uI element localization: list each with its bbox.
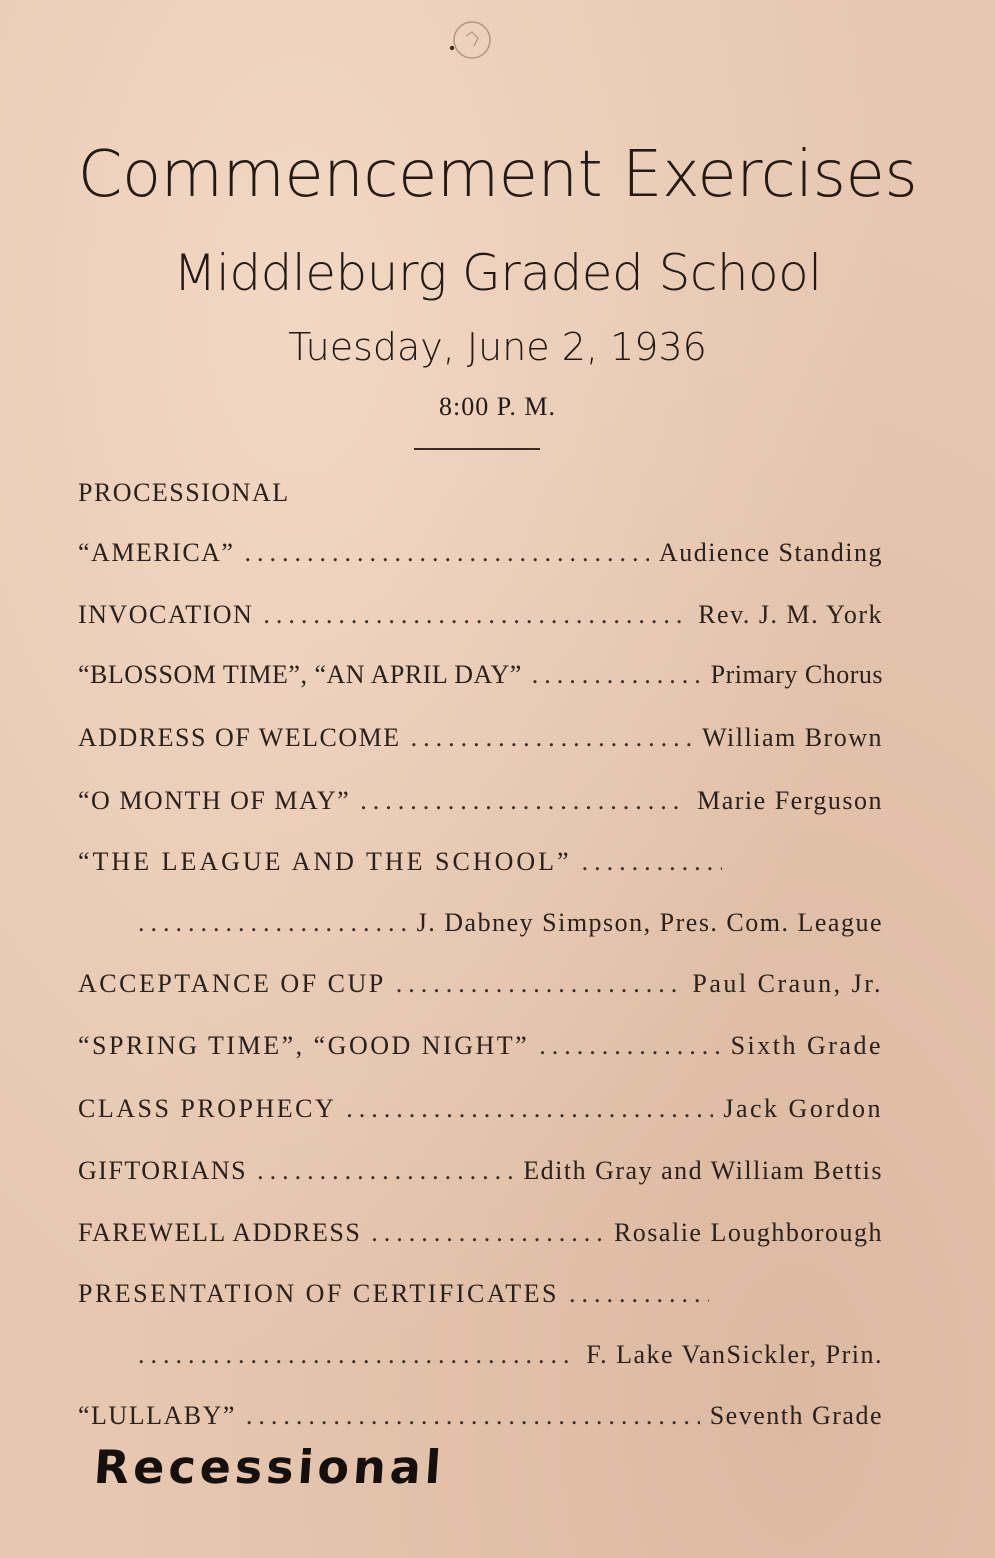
program-item-performer: Seventh Grade — [709, 1401, 883, 1430]
program-item-title: GIFTORIANS — [78, 1156, 248, 1185]
leader-dots — [532, 660, 701, 690]
leader-dots — [582, 847, 722, 877]
program-item-title: INVOCATION — [78, 600, 254, 629]
leader-dots — [346, 1094, 713, 1124]
program-item-performer: Marie Ferguson — [697, 786, 883, 815]
program-item-title: PROCESSIONAL — [78, 478, 290, 507]
event-time: 8:00 P. M. — [439, 392, 556, 421]
program-item-title: “AMERICA” — [78, 538, 235, 567]
program-item — [78, 1218, 883, 1258]
program-item-performer: William Brown — [702, 723, 883, 752]
program-item-continuation — [78, 1340, 883, 1380]
leader-dots — [138, 1340, 576, 1370]
program-item — [78, 969, 883, 1009]
program-item-performer: F. Lake VanSickler, Prin. — [586, 1340, 883, 1369]
program-item-title: “O MONTH OF MAY” — [78, 786, 351, 815]
leader-dots — [371, 1218, 604, 1248]
program-item-performer: Rosalie Loughborough — [613, 1218, 883, 1247]
leader-dots — [539, 1031, 720, 1061]
program-item — [78, 538, 883, 578]
program-item-title: CLASS PROPHECY — [78, 1094, 337, 1123]
divider-rule — [414, 448, 540, 450]
program-item-performer: Audience Standing — [658, 538, 883, 567]
program-item-title: “BLOSSOM TIME”, “AN APRIL DAY” — [78, 660, 522, 689]
program-item — [78, 1279, 883, 1319]
program-item-title: PRESENTATION OF CERTIFICATES — [78, 1279, 559, 1308]
leader-dots — [138, 908, 407, 938]
program-item-performer: Rev. J. M. York — [698, 600, 883, 629]
leader-dots — [411, 723, 692, 753]
program-item-title: “LULLABY” — [78, 1401, 236, 1430]
program-item-performer: J. Dabney Simpson, Pres. Com. League — [416, 908, 883, 937]
program-item — [78, 478, 883, 518]
program-item-performer: Primary Chorus — [710, 660, 883, 689]
program-item-continuation — [78, 908, 883, 948]
program-item-performer: Paul Craun, Jr. — [692, 969, 883, 998]
program-item-title: ADDRESS OF WELCOME — [78, 723, 401, 752]
program-item-title: “SPRING TIME”, “GOOD NIGHT” — [78, 1031, 530, 1060]
program-item-title: FAREWELL ADDRESS — [78, 1218, 362, 1247]
program-item — [78, 1031, 883, 1071]
program-item-performer: Sixth Grade — [730, 1031, 883, 1060]
handwritten-recessional: Recessional — [92, 1440, 447, 1494]
event-date: Tuesday, June 2, 1936 — [288, 325, 707, 369]
program-item-title: “THE LEAGUE AND THE SCHOOL” — [78, 847, 572, 876]
leader-dots — [263, 600, 688, 630]
program-title: Commencement Exercises — [77, 138, 918, 212]
program-item — [78, 847, 883, 887]
leader-dots — [360, 786, 687, 816]
leader-dots — [246, 1401, 700, 1431]
program-item — [78, 1401, 883, 1441]
leader-dots — [244, 538, 648, 568]
program-item — [78, 660, 883, 700]
program-item — [78, 600, 883, 640]
leader-dots — [569, 1279, 709, 1309]
school-name: Middleburg Graded School — [173, 244, 822, 302]
leader-dots — [396, 969, 683, 999]
program-item-performer: Jack Gordon — [723, 1094, 883, 1123]
leader-dots — [257, 1156, 513, 1186]
program-item — [78, 1094, 883, 1134]
program-item — [78, 723, 883, 763]
program-item — [78, 786, 883, 826]
stamp-mark-icon — [446, 14, 494, 66]
program-item — [78, 1156, 883, 1196]
program-item-title: ACCEPTANCE OF CUP — [78, 969, 386, 998]
program-item-performer: Edith Gray and William Bettis — [523, 1156, 883, 1185]
